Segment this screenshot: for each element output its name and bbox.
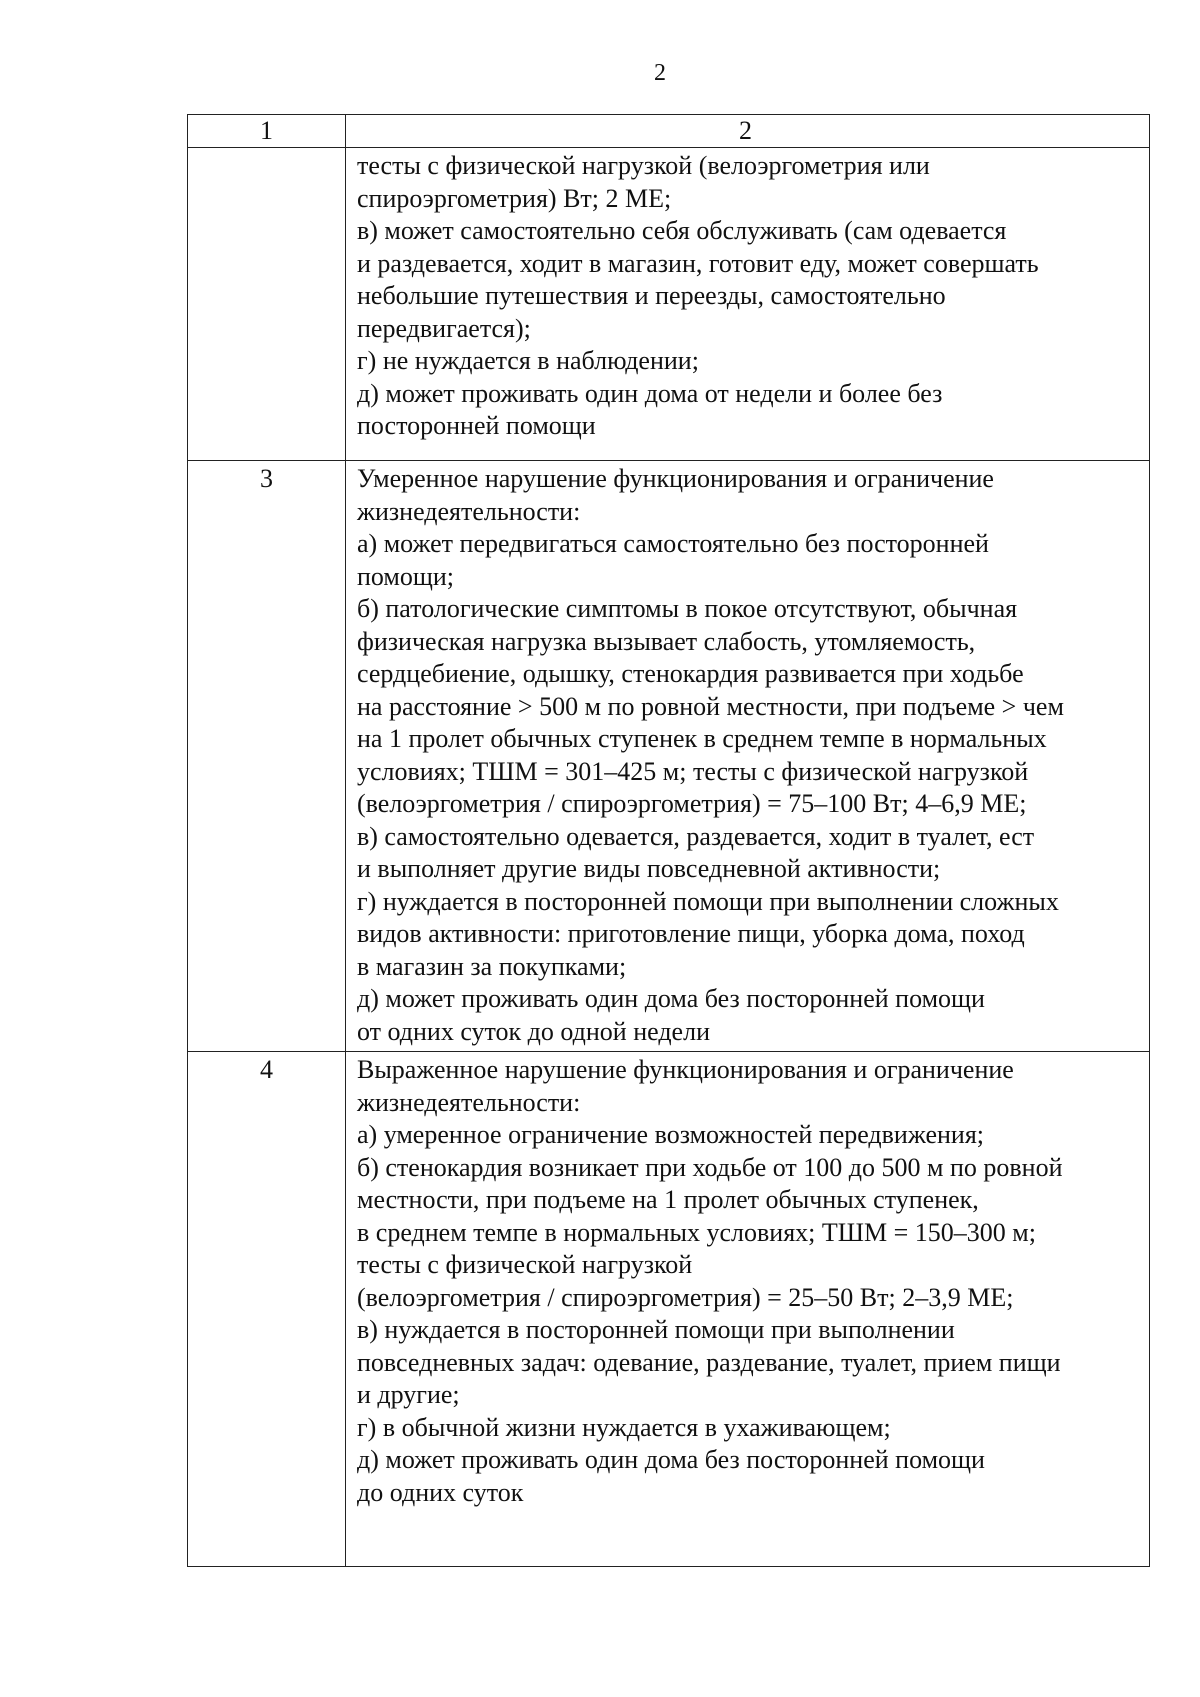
column-header-description: 2 <box>346 115 1150 148</box>
text-line: тесты с физической нагрузкой <box>357 1250 693 1279</box>
text-line: передвигается); <box>357 313 531 343</box>
text-line: в магазин за покупками; <box>357 951 627 981</box>
text-line: а) может передвигаться самостоятельно без посторонней <box>357 529 989 558</box>
table-row <box>188 461 1150 1052</box>
text-line: спироэргометрия) Вт; 2 МЕ; <box>357 183 672 213</box>
text-line: на 1 пролет обычных ступенек в среднем темпе в нормальных <box>357 724 1047 753</box>
text-line: (велоэргометрия / спироэргометрия) = 25–50 Вт; 2–3,9 МЕ; <box>357 1282 1014 1312</box>
criteria-table <box>187 114 1150 1567</box>
text-line: жизнедеятельности: <box>357 496 581 526</box>
text-line: г) нуждается в посторонней помощи при выполнении сложных <box>357 886 1059 916</box>
text-line: в) нуждается в посторонней помощи при выполнении <box>357 1315 955 1344</box>
text-line: посторонней помощи <box>357 411 596 440</box>
text-line: сердцебиение, одышку, стенокардия развивается при ходьбе <box>357 659 1024 688</box>
text-line: помощи; <box>357 561 455 591</box>
text-line: до одних суток <box>357 1477 524 1507</box>
text-line: Выраженное нарушение функционирования и ограничение <box>357 1055 1014 1084</box>
text-line: и выполняет другие виды повседневной активности; <box>357 854 941 883</box>
text-line: жизнедеятельности: <box>357 1087 581 1117</box>
text-line: повседневных задач: одевание, раздевание, туалет, прием пищи <box>357 1347 1061 1377</box>
text-line: на расстояние > 500 м по ровной местности, при подъеме > чем <box>357 691 1064 721</box>
text-line: б) стенокардия возникает при ходьбе от 100 до 500 м по ровной <box>357 1152 1063 1182</box>
text-line: условиях; ТШМ = 301–425 м; тесты с физической нагрузкой <box>357 756 1029 786</box>
row-number: 4 <box>188 1052 346 1567</box>
text-line: Умеренное нарушение функционирования и ограничение <box>357 464 994 493</box>
row-description <box>346 148 1150 461</box>
text-line: и раздевается, ходит в магазин, готовит еду, может совершать <box>357 248 1039 278</box>
text-line: небольшие путешествия и переезды, самостоятельно <box>357 281 946 310</box>
text-line: физическая нагрузка вызывает слабость, утомляемость, <box>357 626 976 656</box>
text-line: а) умеренное ограничение возможностей передвижения; <box>357 1120 985 1149</box>
text-line: д) может проживать один дома без посторонней помощи <box>357 1445 985 1474</box>
column-header-number: 1 <box>188 115 346 148</box>
text-line: д) может проживать один дома без посторонней помощи <box>357 984 985 1013</box>
table-header-row <box>188 115 1150 148</box>
page-number: 2 <box>654 60 666 86</box>
table-row <box>188 1052 1150 1567</box>
text-line: (велоэргометрия / спироэргометрия) = 75–100 Вт; 4–6,9 МЕ; <box>357 789 1027 818</box>
text-line: видов активности: приготовление пищи, уборка дома, поход <box>357 919 1025 948</box>
text-line: г) в обычной жизни нуждается в ухаживающем; <box>357 1412 891 1442</box>
text-line: местности, при подъеме на 1 пролет обычных ступенек, <box>357 1185 979 1214</box>
text-line: б) патологические симптомы в покое отсутствуют, обычная <box>357 594 1018 623</box>
text-line: и другие; <box>357 1380 460 1409</box>
row-description <box>346 1052 1150 1567</box>
text-line: в) самостоятельно одевается, раздевается, ходит в туалет, ест <box>357 821 1035 851</box>
row-number: 3 <box>188 461 346 1052</box>
table-row <box>188 148 1150 461</box>
text-line: от одних суток до одной недели <box>357 1016 710 1046</box>
text-line: д) может проживать один дома от недели и более без <box>357 378 943 408</box>
row-number <box>188 148 346 461</box>
text-line: в среднем темпе в нормальных условиях; ТШМ = 150–300 м; <box>357 1217 1036 1247</box>
row-description <box>346 461 1150 1052</box>
text-line: тесты с физической нагрузкой (велоэргометрия или <box>357 151 930 180</box>
text-line: г) не нуждается в наблюдении; <box>357 346 699 375</box>
text-line: в) может самостоятельно себя обслуживать (сам одевается <box>357 216 1007 245</box>
